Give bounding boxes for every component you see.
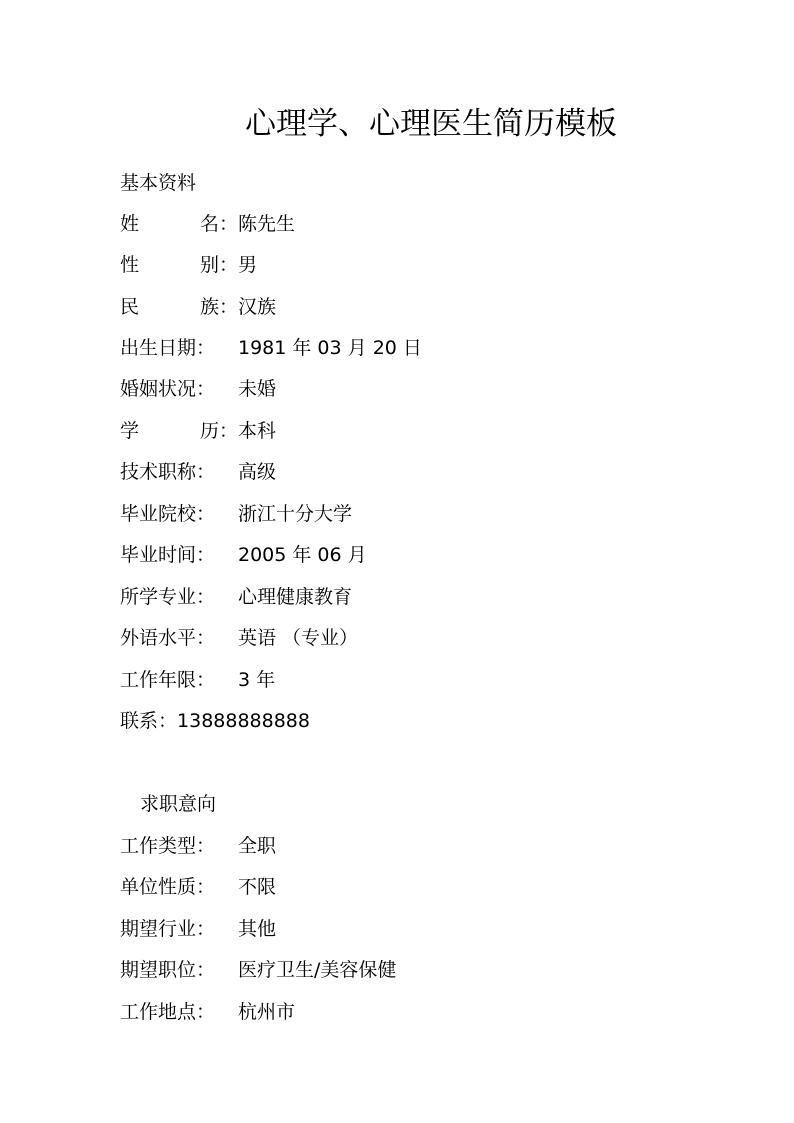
field-name-label: 姓 名： [120,213,238,235]
field-ethnicity-value: 汉族 [238,296,277,318]
field-contact [120,709,310,733]
field-company-type-value: 不限 [238,876,277,898]
field-major-value: 心理健康教育 [238,586,353,608]
field-technical-title-value: 高级 [238,461,277,483]
field-birth-date-label: 出生日期： [120,337,216,359]
field-marital-status-value: 未婚 [238,378,277,400]
field-education-label: 学 历： [120,420,238,442]
field-marital-status-label: 婚姻状况： [120,378,216,400]
field-birth-date-value: 1981 年 03 月 20 日 [238,337,422,359]
section-heading-basic-info: 基本资料 [120,172,197,194]
field-job-type-label: 工作类型： [120,835,216,857]
field-position-value: 医疗卫生/美容保健 [238,959,397,981]
field-location-value: 杭州市 [238,1001,296,1023]
field-gender-label: 性 别： [120,254,238,276]
field-industry-value: 其他 [238,918,277,940]
field-school-value: 浙江十分大学 [238,503,353,525]
field-industry-label: 期望行业： [120,918,216,940]
field-graduation-label: 毕业时间： [120,544,216,566]
field-education-value: 本科 [238,420,277,442]
field-ethnicity-label: 民 族： [120,296,238,318]
field-gender-value: 男 [238,254,258,276]
field-major-label: 所学专业： [120,586,216,608]
field-language-value: 英语 （专业） [238,627,359,649]
document-title: 心理学、心理医生简历模板 [245,106,617,142]
field-job-type-value: 全职 [238,835,277,857]
field-school-label: 毕业院校： [120,503,216,525]
field-name-value: 陈先生 [238,213,296,235]
field-years-value: 3 年 [238,669,276,691]
field-contact-value: 13888888888 [177,710,310,732]
field-contact-label: 联系： [120,710,178,732]
field-graduation-value: 2005 年 06 月 [238,544,367,566]
field-location-label: 工作地点： [120,1001,216,1023]
section-heading-job-intention: 求职意向 [140,793,217,815]
field-years-label: 工作年限： [120,669,216,691]
field-position-label: 期望职位： [120,959,216,981]
field-language-label: 外语水平： [120,627,216,649]
field-company-type-label: 单位性质： [120,876,216,898]
field-technical-title-label: 技术职称： [120,461,216,483]
